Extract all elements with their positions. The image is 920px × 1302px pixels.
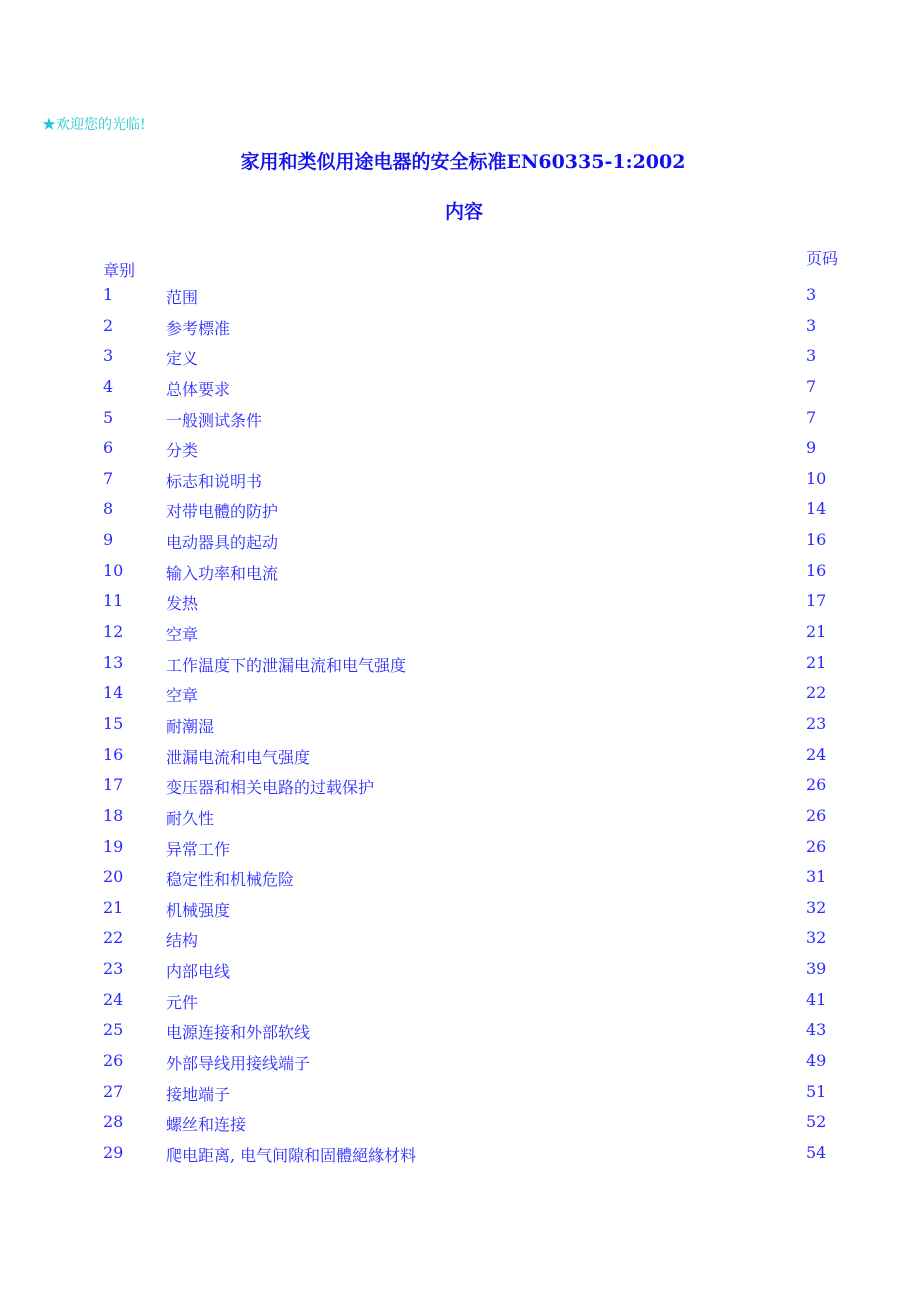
toc-entry[interactable] (0, 469, 920, 500)
chapter-title: 接地端子 (166, 1084, 231, 1104)
page-number: 21 (806, 622, 827, 642)
page-number: 3 (806, 346, 817, 366)
chapter-title: 工作温度下的泄漏电流和电气强度 (166, 655, 407, 675)
chapter-number: 22 (103, 928, 124, 948)
chapter-title: 爬电距离, 电气间隙和固體絕緣材料 (166, 1145, 417, 1165)
chapter-number: 28 (103, 1112, 124, 1132)
chapter-number: 2 (103, 315, 114, 335)
chapter-title: 标志和说明书 (166, 471, 263, 491)
page-number: 17 (806, 591, 827, 611)
toc-entry[interactable] (0, 622, 920, 653)
toc-entry[interactable] (0, 683, 920, 714)
page-number: 3 (806, 315, 817, 335)
chapter-number: 13 (103, 652, 124, 672)
toc-entry[interactable] (0, 1112, 920, 1143)
page-number: 26 (806, 775, 827, 795)
page-number: 51 (806, 1081, 827, 1101)
chapter-number: 19 (103, 836, 124, 856)
page-number: 21 (806, 652, 827, 672)
chapter-title: 输入功率和电流 (166, 563, 279, 583)
page-number: 26 (806, 836, 827, 856)
chapter-title: 电源连接和外部软线 (166, 1023, 311, 1043)
chapter-number: 20 (103, 867, 124, 887)
chapter-number: 9 (103, 530, 114, 550)
chapter-title: 变压器和相关电路的过载保护 (166, 778, 375, 798)
chapter-title: 稳定性和机械危险 (166, 870, 295, 890)
chapter-title: 电动器具的起动 (166, 533, 279, 553)
chapter-title: 结构 (166, 931, 199, 951)
chapter-title: 范围 (166, 288, 199, 307)
page-number: 14 (806, 499, 827, 519)
chapter-number: 25 (103, 1020, 124, 1040)
chapter-title: 空章 (166, 625, 199, 645)
toc-entry[interactable] (0, 959, 920, 990)
page-number: 39 (806, 959, 827, 979)
chapter-number: 8 (103, 499, 114, 519)
toc-entry[interactable] (0, 285, 920, 316)
chapter-number: 10 (103, 560, 124, 580)
page-column-header: 页码 (806, 249, 839, 268)
toc-entry[interactable] (0, 561, 920, 592)
page-number: 41 (806, 989, 827, 1009)
page-number: 10 (806, 468, 827, 488)
page-number: 7 (806, 376, 817, 396)
page-number: 16 (806, 560, 827, 580)
chapter-title: 异常工作 (166, 839, 231, 859)
chapter-number: 7 (103, 468, 114, 488)
chapter-number: 1 (103, 285, 114, 304)
chapter-number: 18 (103, 805, 124, 825)
toc-entry[interactable] (0, 499, 920, 530)
chapter-number: 4 (103, 376, 114, 396)
chapter-title: 耐久性 (166, 808, 215, 828)
page-number: 3 (806, 285, 817, 304)
welcome-text: ★欢迎您的光临! (42, 117, 146, 133)
chapter-title: 发热 (166, 594, 199, 614)
chapter-title: 元件 (166, 992, 199, 1012)
page-number: 49 (806, 1051, 827, 1071)
page-number: 9 (806, 438, 817, 458)
toc-entry[interactable] (0, 408, 920, 439)
chapter-title: 分类 (166, 441, 199, 461)
toc-entry[interactable] (0, 775, 920, 806)
chapter-title: 参考標准 (166, 318, 231, 338)
chapter-title: 机械强度 (166, 900, 231, 920)
page-number: 7 (806, 407, 817, 427)
chapter-number: 16 (103, 744, 124, 764)
chapter-number: 5 (103, 407, 114, 427)
toc-entry[interactable] (0, 990, 920, 1021)
chapter-number: 11 (103, 591, 124, 611)
contents-heading: 内容 (444, 201, 483, 223)
chapter-title: 螺丝和连接 (166, 1115, 247, 1135)
chapter-number: 27 (103, 1081, 124, 1101)
page-number: 32 (806, 897, 827, 917)
chapter-title: 内部电线 (166, 962, 231, 982)
toc-entry[interactable] (0, 346, 920, 377)
toc-entry[interactable] (0, 1143, 920, 1174)
page-number: 32 (806, 928, 827, 948)
page-number: 52 (806, 1112, 827, 1132)
page-number: 16 (806, 530, 827, 550)
page-number: 54 (806, 1142, 827, 1162)
chapter-title: 总体要求 (166, 379, 231, 399)
page-number: 22 (806, 683, 827, 703)
toc-entry[interactable] (0, 591, 920, 622)
toc-entry[interactable] (0, 867, 920, 898)
toc-entry[interactable] (0, 1051, 920, 1082)
chapter-title: 对带电體的防护 (166, 502, 279, 522)
table-of-contents (0, 285, 920, 1174)
chapter-title: 空章 (166, 686, 199, 706)
chapter-number: 3 (103, 346, 114, 366)
toc-entry[interactable] (0, 1082, 920, 1113)
chapter-number: 24 (103, 989, 124, 1009)
chapter-title: 耐潮湿 (166, 716, 215, 736)
toc-entry[interactable] (0, 653, 920, 684)
chapter-number: 6 (103, 438, 114, 458)
toc-entry[interactable] (0, 837, 920, 868)
toc-entry[interactable] (0, 438, 920, 469)
toc-entry[interactable] (0, 928, 920, 959)
chapter-number: 26 (103, 1051, 124, 1071)
toc-entry[interactable] (0, 377, 920, 408)
toc-entry[interactable] (0, 1020, 920, 1051)
toc-entry[interactable] (0, 898, 920, 929)
chapter-number: 17 (103, 775, 124, 795)
chapter-number: 29 (103, 1142, 124, 1162)
chapter-number: 23 (103, 959, 124, 979)
chapter-title: 外部导线用接线端子 (166, 1054, 311, 1074)
chapter-title: 一般测试条件 (166, 410, 263, 430)
toc-entry[interactable] (0, 714, 920, 745)
toc-entry[interactable] (0, 806, 920, 837)
document-title: 家用和类似用途电器的安全标准EN60335-1:2002 (240, 151, 686, 173)
page-number: 24 (806, 744, 827, 764)
chapter-number: 15 (103, 713, 124, 733)
toc-entry[interactable] (0, 745, 920, 776)
chapter-title: 泄漏电流和电气强度 (166, 747, 311, 767)
chapter-column-header: 章别 (103, 261, 136, 280)
page-number: 23 (806, 713, 827, 733)
page-number: 26 (806, 805, 827, 825)
toc-entry[interactable] (0, 316, 920, 347)
chapter-number: 14 (103, 683, 124, 703)
chapter-number: 21 (103, 897, 124, 917)
page-number: 31 (806, 867, 827, 887)
toc-entry[interactable] (0, 530, 920, 561)
page-number: 43 (806, 1020, 827, 1040)
chapter-title: 定义 (166, 349, 199, 369)
chapter-number: 12 (103, 622, 124, 642)
